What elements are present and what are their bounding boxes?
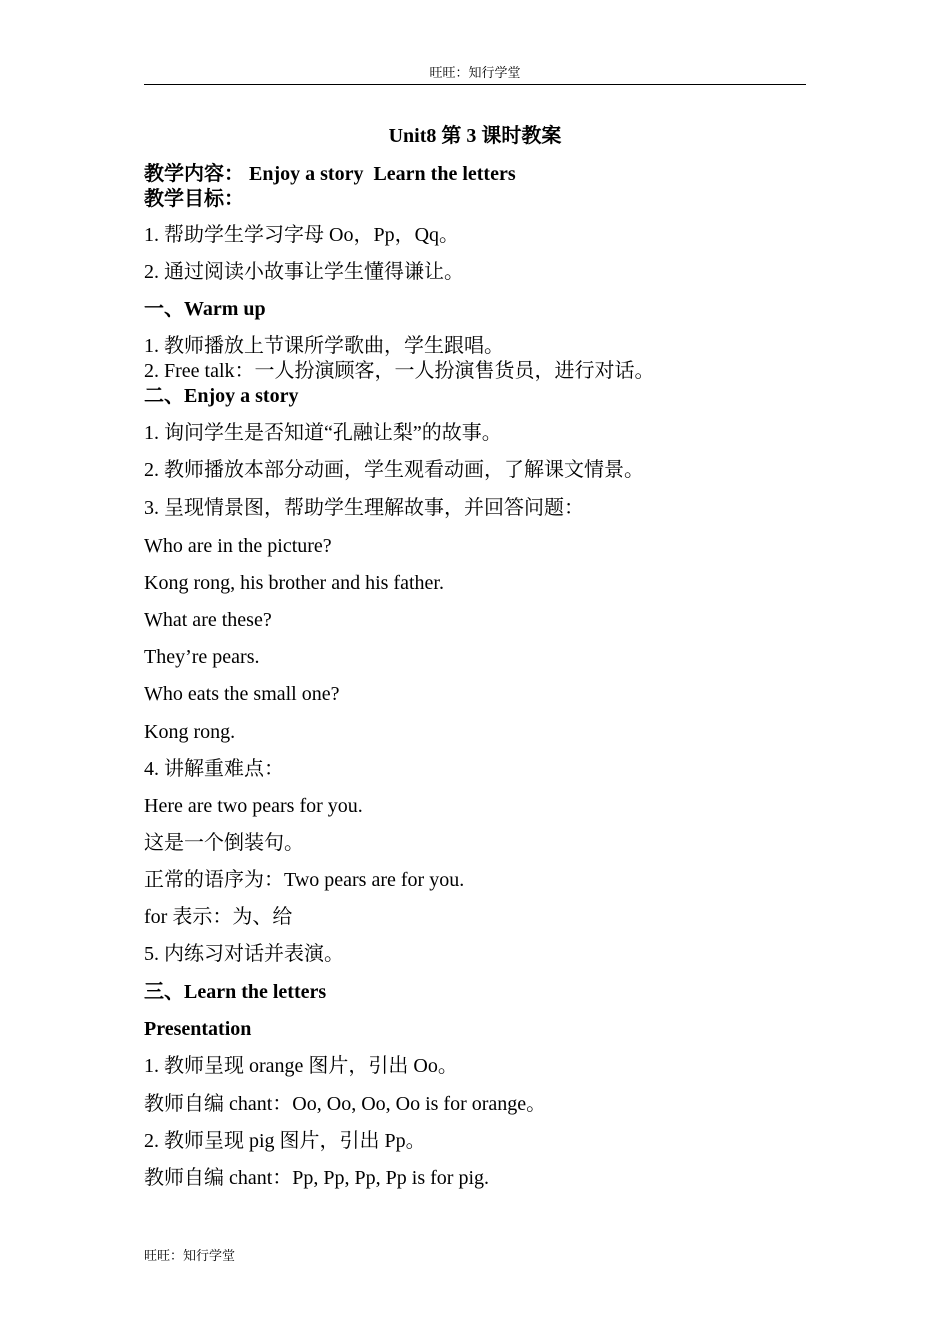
section-heading-enjoy-story: 二、Enjoy a story	[144, 385, 299, 407]
list-item: 2. Free talk：一人扮演顾客，一人扮演售货员，进行对话。	[144, 360, 655, 382]
dialogue-line: Kong rong, his brother and his father.	[144, 572, 444, 594]
explanation-line: for 表示：为、给	[144, 906, 293, 928]
chant-line: 教师自编 chant：Pp, Pp, Pp, Pp is for pig.	[144, 1167, 490, 1189]
list-item: 4. 讲解重难点：	[144, 758, 284, 780]
page-header	[144, 64, 806, 85]
explanation-line: 正常的语序为：Two pears are for you.	[144, 869, 465, 891]
header-text: 旺旺：知行学堂	[429, 65, 521, 80]
dialogue-line: Who eats the small one?	[144, 683, 340, 705]
list-item: 2. 教师播放本部分动画，学生观看动画，了解课文情景。	[144, 459, 644, 481]
teaching-content-value: Enjoy a story Learn the letters	[249, 163, 516, 185]
list-item: 1. 教师呈现 orange 图片，引出 Oo。	[144, 1055, 458, 1077]
dialogue-line: They’re pears.	[144, 646, 260, 668]
list-item: 1. 询问学生是否知道“孔融让梨”的故事。	[144, 422, 502, 444]
goal-item: 1. 帮助学生学习字母 Oo，Pp，Qq。	[144, 224, 460, 246]
teaching-content-label: 教学内容：	[144, 163, 244, 185]
page-footer	[144, 1247, 235, 1265]
chant-line: 教师自编 chant：Oo, Oo, Oo, Oo is for orange。	[144, 1093, 547, 1115]
explanation-line: 这是一个倒装句。	[144, 832, 304, 854]
dialogue-line: Who are in the picture?	[144, 535, 332, 557]
list-item: 1. 教师播放上节课所学歌曲，学生跟唱。	[144, 335, 504, 357]
list-item: 2. 教师呈现 pig 图片，引出 Pp。	[144, 1130, 426, 1152]
section-heading-warm-up: 一、Warm up	[144, 298, 266, 320]
dialogue-line: Kong rong.	[144, 721, 236, 743]
subheading-presentation: Presentation	[144, 1018, 252, 1040]
list-item: 3. 呈现情景图，帮助学生理解故事，并回答问题：	[144, 497, 584, 519]
section-heading-learn-letters: 三、Learn the letters	[144, 981, 327, 1003]
document-title: Unit8 第 3 课时教案	[388, 125, 562, 147]
teaching-content	[144, 162, 516, 186]
list-item: 5. 内练习对话并表演。	[144, 943, 344, 965]
footer-text: 旺旺：知行学堂	[144, 1248, 236, 1263]
example-sentence: Here are two pears for you.	[144, 795, 363, 817]
goal-item: 2. 通过阅读小故事让学生懂得谦让。	[144, 261, 464, 283]
teaching-goals-label: 教学目标：	[144, 188, 244, 210]
dialogue-line: What are these?	[144, 609, 272, 631]
